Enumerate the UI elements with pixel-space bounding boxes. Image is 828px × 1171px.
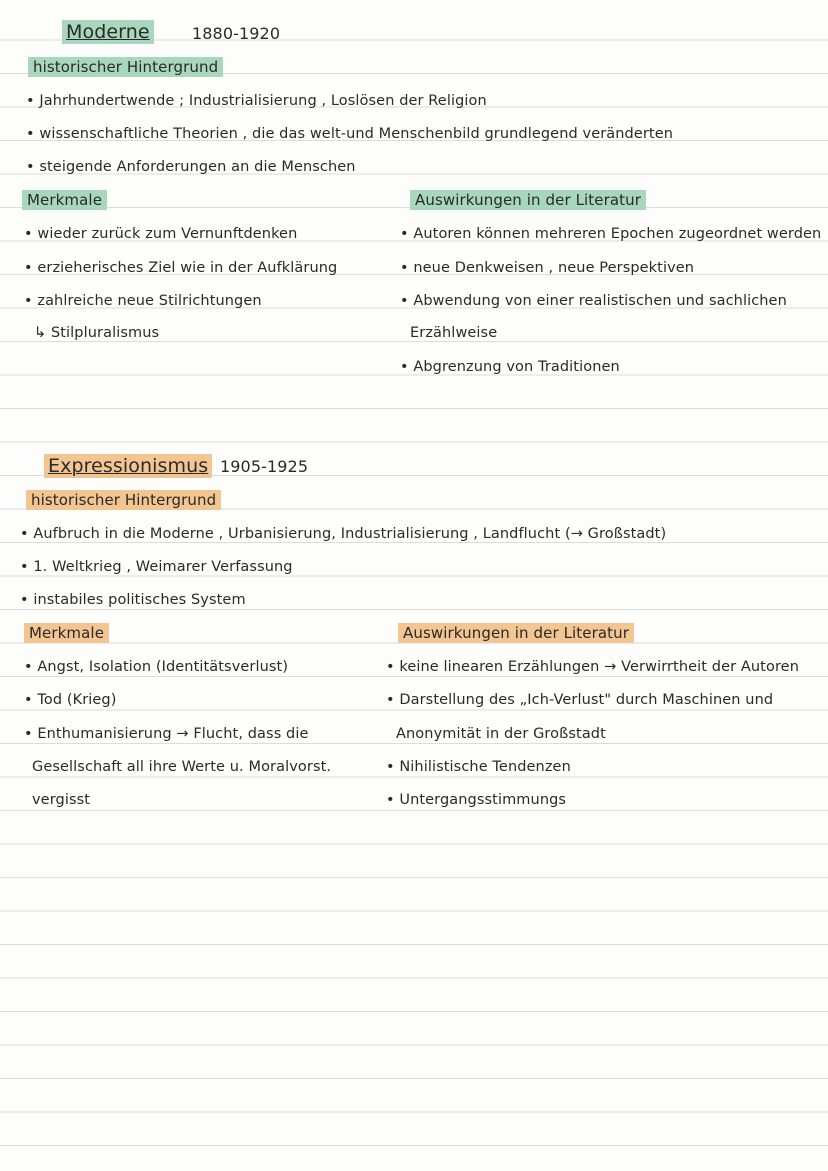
- moderne-merkmale-item-1: • wieder zurück zum Vernunftdenken: [24, 226, 298, 242]
- expressionismus-auswirkungen-item-3: Anonymität in der Großstadt: [396, 726, 606, 742]
- expressionismus-hintergrund-heading: historischer Hintergrund: [26, 490, 221, 510]
- moderne-auswirkungen-item-4: Erzählweise: [410, 325, 498, 341]
- expressionismus-auswirkungen-item-2: • Darstellung des „Ich-Verlust" durch Maschinen und: [386, 692, 774, 708]
- moderne-auswirkungen-item-2: • neue Denkweisen , neue Perspektiven: [400, 260, 695, 276]
- expressionismus-title: Expressionismus: [44, 454, 212, 478]
- moderne-auswirkungen-item-1: • Autoren können mehreren Epochen zugeordnet werden: [400, 226, 822, 242]
- moderne-merkmale-item-2: • erzieherisches Ziel wie in der Aufklärung: [24, 260, 338, 276]
- expressionismus-merkmale-item-2: • Tod (Krieg): [24, 692, 117, 708]
- moderne-merkmale-heading: Merkmale: [22, 190, 107, 210]
- expressionismus-hintergrund-item-3: • instabiles politisches System: [20, 592, 246, 608]
- expressionismus-merkmale-item-4: Gesellschaft all ihre Werte u. Moralvorst.: [32, 759, 332, 775]
- moderne-hintergrund-item-1: • Jahrhundertwende ; Industrialisierung , Loslösen der Religion: [26, 93, 487, 109]
- expressionismus-hintergrund-item-1: • Aufbruch in die Moderne , Urbanisierung, Industrialisierung , Landflucht (→ Großstadt): [20, 526, 667, 542]
- expressionismus-auswirkungen-item-4: • Nihilistische Tendenzen: [386, 759, 571, 775]
- moderne-title: Moderne: [62, 20, 154, 44]
- expressionismus-auswirkungen-heading: Auswirkungen in der Literatur: [398, 623, 634, 643]
- expressionismus-merkmale-item-3: • Enthumanisierung → Flucht, dass die: [24, 726, 309, 742]
- expressionismus-years: 1905-1925: [220, 457, 309, 476]
- expressionismus-merkmale-item-5: vergisst: [32, 792, 91, 808]
- moderne-auswirkungen-heading: Auswirkungen in der Literatur: [410, 190, 646, 210]
- moderne-hintergrund-heading: historischer Hintergrund: [28, 57, 223, 77]
- moderne-merkmale-item-4: ↳ Stilpluralismus: [34, 325, 160, 341]
- expressionismus-auswirkungen-item-5: • Untergangsstimmungs: [386, 792, 567, 808]
- expressionismus-auswirkungen-item-1: • keine linearen Erzählungen → Verwirrtheit der Autoren: [386, 659, 799, 675]
- expressionismus-merkmale-heading: Merkmale: [24, 623, 109, 643]
- moderne-hintergrund-item-2: • wissenschaftliche Theorien , die das welt-und Menschenbild grundlegend veränderten: [26, 126, 674, 142]
- expressionismus-merkmale-item-1: • Angst, Isolation (Identitätsverlust): [24, 659, 289, 675]
- moderne-years: 1880-1920: [192, 24, 281, 43]
- moderne-auswirkungen-item-5: • Abgrenzung von Traditionen: [400, 359, 620, 375]
- moderne-merkmale-item-3: • zahlreiche neue Stilrichtungen: [24, 293, 262, 309]
- expressionismus-hintergrund-item-2: • 1. Weltkrieg , Weimarer Verfassung: [20, 559, 293, 575]
- moderne-hintergrund-item-3: • steigende Anforderungen an die Menschen: [26, 159, 356, 175]
- moderne-auswirkungen-item-3: • Abwendung von einer realistischen und sachlichen: [400, 293, 787, 309]
